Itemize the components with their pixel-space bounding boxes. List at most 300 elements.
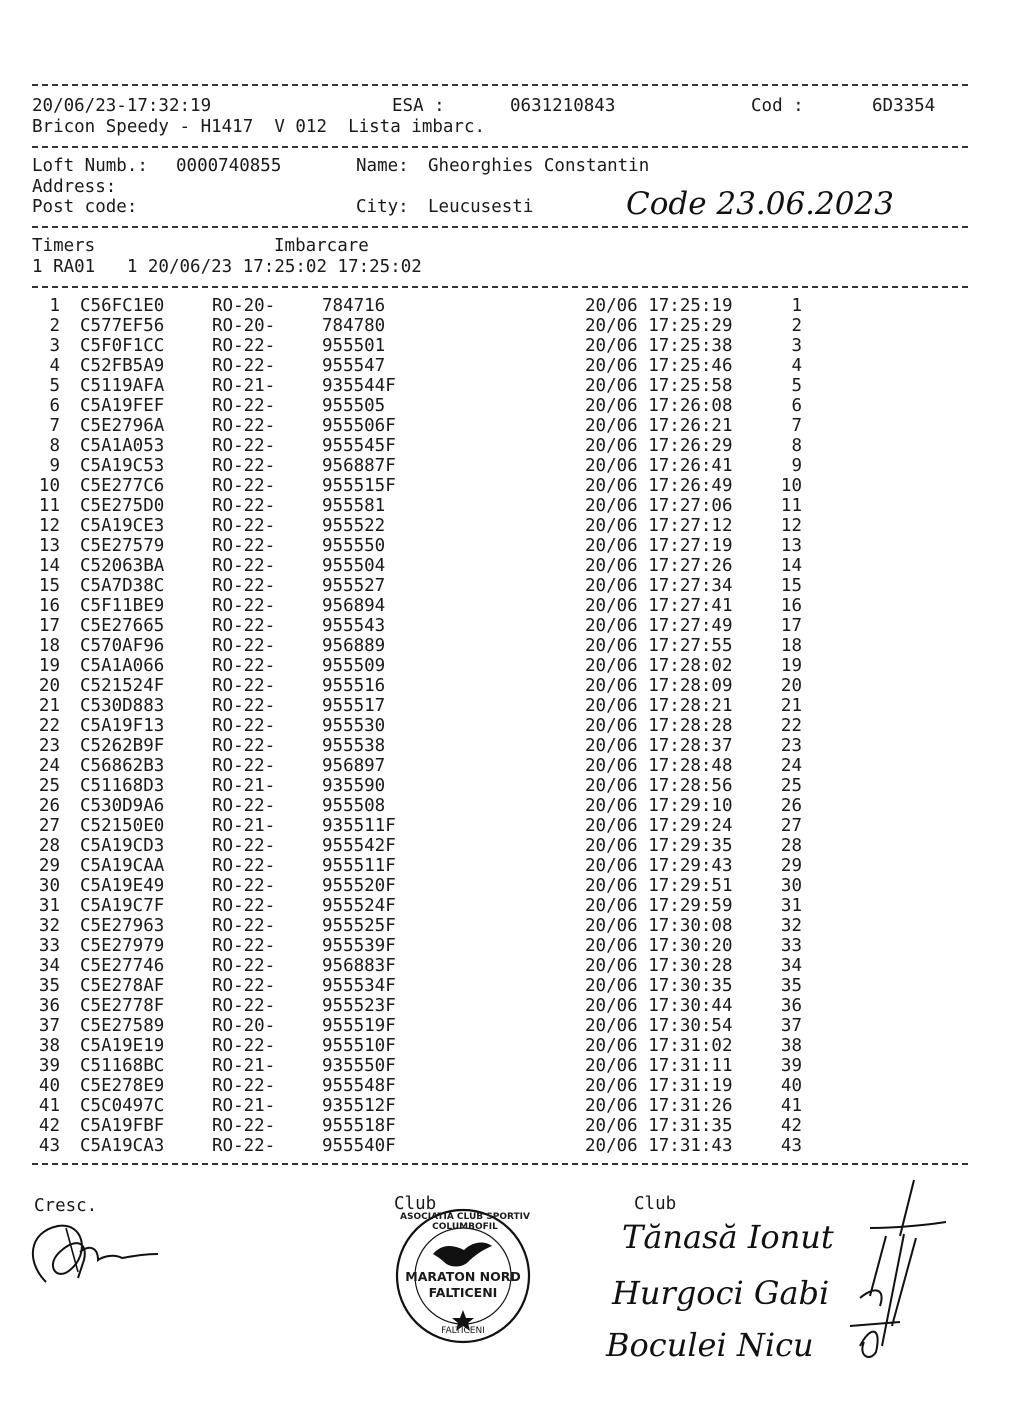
table-row — [0, 776, 1024, 796]
chip-id: C51168BC — [80, 1056, 165, 1076]
chip-id: C5A19CD3 — [80, 836, 165, 856]
arrival-datetime: 20/06 17:27:55 — [585, 636, 733, 656]
ring-country-year: RO-22- — [212, 916, 276, 936]
position-number: 7 — [791, 416, 802, 436]
row-number: 33 — [38, 936, 60, 956]
ring-number: 955508 — [322, 796, 386, 816]
chip-id: C5A1A066 — [80, 656, 165, 676]
position-number: 30 — [780, 876, 802, 896]
esa-label: ESA : — [392, 96, 445, 116]
stamp-line-2: FALTICENI — [428, 1285, 498, 1300]
ring-country-year: RO-21- — [212, 816, 276, 836]
ring-country-year: RO-22- — [212, 1036, 276, 1056]
ring-country-year: RO-22- — [212, 736, 276, 756]
ring-country-year: RO-22- — [212, 656, 276, 676]
position-number: 5 — [791, 376, 802, 396]
arrival-datetime: 20/06 17:29:35 — [585, 836, 733, 856]
table-row — [0, 596, 1024, 616]
ring-country-year: RO-22- — [212, 416, 276, 436]
position-number: 15 — [780, 576, 802, 596]
chip-id: C5262B9F — [80, 736, 165, 756]
table-row — [0, 876, 1024, 896]
arrival-datetime: 20/06 17:26:08 — [585, 396, 733, 416]
table-row — [0, 516, 1024, 536]
position-number: 21 — [780, 696, 802, 716]
row-number: 34 — [38, 956, 60, 976]
position-number: 24 — [780, 756, 802, 776]
chip-id: C5A7D38C — [80, 576, 165, 596]
table-row — [0, 676, 1024, 696]
ring-number: 955524F — [322, 896, 396, 916]
arrival-datetime: 20/06 17:27:34 — [585, 576, 733, 596]
separator — [32, 286, 968, 288]
stamp-ring-text: ASOCIATIA CLUB SPORTIV COLUMBOFIL — [400, 1212, 530, 1232]
ring-country-year: RO-22- — [212, 996, 276, 1016]
ring-number: 935544F — [322, 376, 396, 396]
row-number: 36 — [38, 996, 60, 1016]
chip-id: C5A1A053 — [80, 436, 165, 456]
ring-number: 784716 — [322, 296, 386, 316]
position-number: 36 — [780, 996, 802, 1016]
chip-id: C5A19CE3 — [80, 516, 165, 536]
arrival-datetime: 20/06 17:29:10 — [585, 796, 733, 816]
table-row — [0, 396, 1024, 416]
arrival-datetime: 20/06 17:28:56 — [585, 776, 733, 796]
ring-country-year: RO-22- — [212, 856, 276, 876]
row-number: 13 — [38, 536, 60, 556]
row-number: 40 — [38, 1076, 60, 1096]
table-row — [0, 316, 1024, 336]
chip-id: C570AF96 — [80, 636, 165, 656]
basketing-table — [0, 296, 1024, 1158]
position-number: 22 — [780, 716, 802, 736]
chip-id: C5A19FEF — [80, 396, 165, 416]
arrival-datetime: 20/06 17:25:19 — [585, 296, 733, 316]
ring-number: 955517 — [322, 696, 386, 716]
ring-number: 935511F — [322, 816, 396, 836]
chip-id: C5E27746 — [80, 956, 165, 976]
ring-country-year: RO-22- — [212, 896, 276, 916]
arrival-datetime: 20/06 17:29:59 — [585, 896, 733, 916]
row-number: 32 — [38, 916, 60, 936]
chip-id: C5E277C6 — [80, 476, 165, 496]
row-number: 4 — [49, 356, 60, 376]
chip-id: C5E2778F — [80, 996, 165, 1016]
arrival-datetime: 20/06 17:31:19 — [585, 1076, 733, 1096]
table-row — [0, 576, 1024, 596]
arrival-datetime: 20/06 17:30:08 — [585, 916, 733, 936]
ring-country-year: RO-22- — [212, 676, 276, 696]
table-row — [0, 416, 1024, 436]
arrival-datetime: 20/06 17:28:09 — [585, 676, 733, 696]
cod-label: Cod : — [751, 96, 804, 116]
timers-label: Timers — [32, 236, 96, 256]
position-number: 18 — [780, 636, 802, 656]
ring-country-year: RO-22- — [212, 576, 276, 596]
ring-number: 955522 — [322, 516, 386, 536]
arrival-datetime: 20/06 17:30:28 — [585, 956, 733, 976]
separator — [32, 226, 968, 228]
arrival-datetime: 20/06 17:27:19 — [585, 536, 733, 556]
position-number: 11 — [780, 496, 802, 516]
ring-number: 955511F — [322, 856, 396, 876]
row-number: 16 — [38, 596, 60, 616]
table-row — [0, 296, 1024, 316]
position-number: 6 — [791, 396, 802, 416]
ring-number: 784780 — [322, 316, 386, 336]
chip-id: C5E27579 — [80, 536, 165, 556]
ring-country-year: RO-22- — [212, 516, 276, 536]
separator — [32, 1163, 968, 1165]
table-row — [0, 616, 1024, 636]
ring-country-year: RO-22- — [212, 1076, 276, 1096]
chip-id: C530D883 — [80, 696, 165, 716]
ring-country-year: RO-22- — [212, 956, 276, 976]
loft-value: 0000740855 — [176, 156, 282, 176]
name-value: Gheorghies Constantin — [428, 156, 650, 176]
ring-number: 956894 — [322, 596, 386, 616]
table-row — [0, 696, 1024, 716]
esa-value: 0631210843 — [510, 96, 616, 116]
club-label: Club — [634, 1194, 677, 1214]
row-number: 20 — [38, 676, 60, 696]
ring-country-year: RO-20- — [212, 296, 276, 316]
row-number: 24 — [38, 756, 60, 776]
row-number: 23 — [38, 736, 60, 756]
row-number: 37 — [38, 1016, 60, 1036]
table-row — [0, 536, 1024, 556]
address-label: Address: — [32, 177, 117, 197]
ring-country-year: RO-21- — [212, 1056, 276, 1076]
row-number: 2 — [49, 316, 60, 336]
position-number: 40 — [780, 1076, 802, 1096]
ring-country-year: RO-22- — [212, 596, 276, 616]
separator — [32, 146, 968, 148]
arrival-datetime: 20/06 17:26:29 — [585, 436, 733, 456]
position-number: 8 — [791, 436, 802, 456]
table-row — [0, 636, 1024, 656]
ring-number: 955509 — [322, 656, 386, 676]
chip-id: C52FB5A9 — [80, 356, 165, 376]
position-number: 29 — [780, 856, 802, 876]
arrival-datetime: 20/06 17:28:02 — [585, 656, 733, 676]
chip-id: C5E27979 — [80, 936, 165, 956]
ring-country-year: RO-22- — [212, 936, 276, 956]
chip-id: C51168D3 — [80, 776, 165, 796]
ring-number: 956887F — [322, 456, 396, 476]
chip-id: C56862B3 — [80, 756, 165, 776]
ring-country-year: RO-22- — [212, 336, 276, 356]
ring-number: 955505 — [322, 396, 386, 416]
row-number: 14 — [38, 556, 60, 576]
chip-id: C56FC1E0 — [80, 296, 165, 316]
table-row — [0, 456, 1024, 476]
table-row — [0, 356, 1024, 376]
ring-country-year: RO-22- — [212, 476, 276, 496]
position-number: 28 — [780, 836, 802, 856]
ring-number: 935550F — [322, 1056, 396, 1076]
row-number: 3 — [49, 336, 60, 356]
separator — [32, 84, 968, 86]
ring-country-year: RO-21- — [212, 1096, 276, 1116]
position-number: 17 — [780, 616, 802, 636]
table-row — [0, 436, 1024, 456]
ring-number: 955543 — [322, 616, 386, 636]
ring-number: 955519F — [322, 1016, 396, 1036]
row-number: 25 — [38, 776, 60, 796]
chip-id: C5C0497C — [80, 1096, 165, 1116]
chip-id: C5F0F1CC — [80, 336, 165, 356]
arrival-datetime: 20/06 17:29:24 — [585, 816, 733, 836]
row-number: 39 — [38, 1056, 60, 1076]
ring-country-year: RO-22- — [212, 1116, 276, 1136]
table-row — [0, 1076, 1024, 1096]
ring-country-year: RO-22- — [212, 696, 276, 716]
chip-id: C52150E0 — [80, 816, 165, 836]
row-number: 27 — [38, 816, 60, 836]
row-number: 7 — [49, 416, 60, 436]
imbarcare-label: Imbarcare — [274, 236, 369, 256]
document-subtitle: Bricon Speedy - H1417 V 012 Lista imbarc. — [32, 117, 486, 137]
ring-number: 955542F — [322, 836, 396, 856]
row-number: 38 — [38, 1036, 60, 1056]
table-row — [0, 996, 1024, 1016]
arrival-datetime: 20/06 17:29:43 — [585, 856, 733, 876]
chip-id: C5E27665 — [80, 616, 165, 636]
table-row — [0, 1056, 1024, 1076]
row-number: 1 — [49, 296, 60, 316]
table-row — [0, 976, 1024, 996]
chip-id: C5E275D0 — [80, 496, 165, 516]
ring-number: 955527 — [322, 576, 386, 596]
signature-name-2: Hurgoci Gabi — [612, 1274, 830, 1312]
chip-id: C5A19CAA — [80, 856, 165, 876]
position-number: 33 — [780, 936, 802, 956]
chip-id: C5E278E9 — [80, 1076, 165, 1096]
row-number: 10 — [38, 476, 60, 496]
chip-id: C5A19F13 — [80, 716, 165, 736]
table-row — [0, 336, 1024, 356]
ring-number: 955540F — [322, 1136, 396, 1156]
arrival-datetime: 20/06 17:31:26 — [585, 1096, 733, 1116]
row-number: 22 — [38, 716, 60, 736]
position-number: 26 — [780, 796, 802, 816]
chip-id: C5A19E19 — [80, 1036, 165, 1056]
ring-country-year: RO-22- — [212, 756, 276, 776]
chip-id: C5A19C53 — [80, 456, 165, 476]
ring-number: 955501 — [322, 336, 386, 356]
ring-number: 955539F — [322, 936, 396, 956]
arrival-datetime: 20/06 17:28:28 — [585, 716, 733, 736]
ring-country-year: RO-22- — [212, 356, 276, 376]
chip-id: C521524F — [80, 676, 165, 696]
table-row — [0, 1116, 1024, 1136]
table-row — [0, 936, 1024, 956]
handwritten-code-note: Code 23.06.2023 — [626, 186, 894, 222]
row-number: 43 — [38, 1136, 60, 1156]
arrival-datetime: 20/06 17:31:43 — [585, 1136, 733, 1156]
ring-country-year: RO-22- — [212, 636, 276, 656]
arrival-datetime: 20/06 17:26:41 — [585, 456, 733, 476]
row-number: 42 — [38, 1116, 60, 1136]
ring-number: 955523F — [322, 996, 396, 1016]
row-number: 17 — [38, 616, 60, 636]
position-number: 2 — [791, 316, 802, 336]
table-row — [0, 656, 1024, 676]
arrival-datetime: 20/06 17:31:11 — [585, 1056, 733, 1076]
ring-number: 935590 — [322, 776, 386, 796]
table-row — [0, 816, 1024, 836]
ring-number: 956883F — [322, 956, 396, 976]
ring-country-year: RO-22- — [212, 836, 276, 856]
club-signatures-scribble — [830, 1176, 950, 1372]
ring-number: 955504 — [322, 556, 386, 576]
ring-country-year: RO-22- — [212, 716, 276, 736]
chip-id: C5A19C7F — [80, 896, 165, 916]
arrival-datetime: 20/06 17:25:29 — [585, 316, 733, 336]
postcode-label: Post code: — [32, 197, 138, 217]
position-number: 34 — [780, 956, 802, 976]
ring-country-year: RO-20- — [212, 1016, 276, 1036]
position-number: 39 — [780, 1056, 802, 1076]
arrival-datetime: 20/06 17:27:26 — [585, 556, 733, 576]
arrival-datetime: 20/06 17:27:49 — [585, 616, 733, 636]
ring-number: 955520F — [322, 876, 396, 896]
loft-label: Loft Numb.: — [32, 156, 148, 176]
row-number: 8 — [49, 436, 60, 456]
cresc-label: Cresc. — [34, 1196, 98, 1216]
name-label: Name: — [356, 156, 409, 176]
chip-id: C52063BA — [80, 556, 165, 576]
ring-country-year: RO-22- — [212, 976, 276, 996]
signature-name-3: Boculei Nicu — [606, 1326, 814, 1364]
row-number: 5 — [49, 376, 60, 396]
row-number: 11 — [38, 496, 60, 516]
ring-number: 955547 — [322, 356, 386, 376]
breeder-signature — [18, 1212, 168, 1292]
arrival-datetime: 20/06 17:26:21 — [585, 416, 733, 436]
ring-number: 955518F — [322, 1116, 396, 1136]
table-row — [0, 496, 1024, 516]
position-number: 4 — [791, 356, 802, 376]
row-number: 15 — [38, 576, 60, 596]
row-number: 21 — [38, 696, 60, 716]
print-datetime: 20/06/23-17:32:19 — [32, 96, 212, 116]
ring-country-year: RO-22- — [212, 456, 276, 476]
arrival-datetime: 20/06 17:27:41 — [585, 596, 733, 616]
position-number: 27 — [780, 816, 802, 836]
ring-number: 955550 — [322, 536, 386, 556]
table-row — [0, 756, 1024, 776]
ring-number: 955530 — [322, 716, 386, 736]
position-number: 37 — [780, 1016, 802, 1036]
cod-value: 6D3354 — [872, 96, 936, 116]
table-row — [0, 916, 1024, 936]
row-number: 19 — [38, 656, 60, 676]
row-number: 29 — [38, 856, 60, 876]
row-number: 9 — [49, 456, 60, 476]
ring-number: 955506F — [322, 416, 396, 436]
table-row — [0, 716, 1024, 736]
ring-country-year: RO-22- — [212, 616, 276, 636]
position-number: 35 — [780, 976, 802, 996]
ring-number: 955515F — [322, 476, 396, 496]
ring-country-year: RO-22- — [212, 496, 276, 516]
chip-id: C5A19CA3 — [80, 1136, 165, 1156]
ring-number: 955538 — [322, 736, 386, 756]
table-row — [0, 556, 1024, 576]
position-number: 31 — [780, 896, 802, 916]
table-row — [0, 1036, 1024, 1056]
arrival-datetime: 20/06 17:25:58 — [585, 376, 733, 396]
ring-number: 955534F — [322, 976, 396, 996]
position-number: 13 — [780, 536, 802, 556]
chip-id: C5E27963 — [80, 916, 165, 936]
arrival-datetime: 20/06 17:31:35 — [585, 1116, 733, 1136]
ring-country-year: RO-22- — [212, 556, 276, 576]
ring-number: 955545F — [322, 436, 396, 456]
row-number: 28 — [38, 836, 60, 856]
arrival-datetime: 20/06 17:28:37 — [585, 736, 733, 756]
ring-country-year: RO-22- — [212, 536, 276, 556]
chip-id: C5A19FBF — [80, 1116, 165, 1136]
arrival-datetime: 20/06 17:28:21 — [585, 696, 733, 716]
table-row — [0, 1096, 1024, 1116]
ring-number: 955516 — [322, 676, 386, 696]
row-number: 41 — [38, 1096, 60, 1116]
timer-line: 1 RA01 1 20/06/23 17:25:02 17:25:02 — [32, 257, 422, 277]
position-number: 32 — [780, 916, 802, 936]
arrival-datetime: 20/06 17:30:44 — [585, 996, 733, 1016]
club-label: Club — [394, 1194, 437, 1214]
position-number: 25 — [780, 776, 802, 796]
arrival-datetime: 20/06 17:28:48 — [585, 756, 733, 776]
row-number: 26 — [38, 796, 60, 816]
arrival-datetime: 20/06 17:27:06 — [585, 496, 733, 516]
table-row — [0, 796, 1024, 816]
ring-number: 956897 — [322, 756, 386, 776]
signature-name-1: Tănasă Ionut — [622, 1218, 834, 1256]
position-number: 42 — [780, 1116, 802, 1136]
ring-country-year: RO-21- — [212, 776, 276, 796]
stamp-line-1: MARATON NORD — [405, 1269, 521, 1284]
chip-id: C5F11BE9 — [80, 596, 165, 616]
position-number: 23 — [780, 736, 802, 756]
ring-country-year: RO-22- — [212, 876, 276, 896]
chip-id: C530D9A6 — [80, 796, 165, 816]
row-number: 35 — [38, 976, 60, 996]
table-row — [0, 956, 1024, 976]
position-number: 43 — [780, 1136, 802, 1156]
arrival-datetime: 20/06 17:27:12 — [585, 516, 733, 536]
arrival-datetime: 20/06 17:30:35 — [585, 976, 733, 996]
city-label: City: — [356, 197, 409, 217]
row-number: 31 — [38, 896, 60, 916]
position-number: 41 — [780, 1096, 802, 1116]
chip-id: C5E27589 — [80, 1016, 165, 1036]
ring-number: 956889 — [322, 636, 386, 656]
ring-number: 955548F — [322, 1076, 396, 1096]
position-number: 3 — [791, 336, 802, 356]
ring-country-year: RO-21- — [212, 376, 276, 396]
table-row — [0, 856, 1024, 876]
row-number: 6 — [49, 396, 60, 416]
row-number: 18 — [38, 636, 60, 656]
chip-id: C5119AFA — [80, 376, 165, 396]
chip-id: C5E278AF — [80, 976, 165, 996]
table-row — [0, 476, 1024, 496]
position-number: 38 — [780, 1036, 802, 1056]
